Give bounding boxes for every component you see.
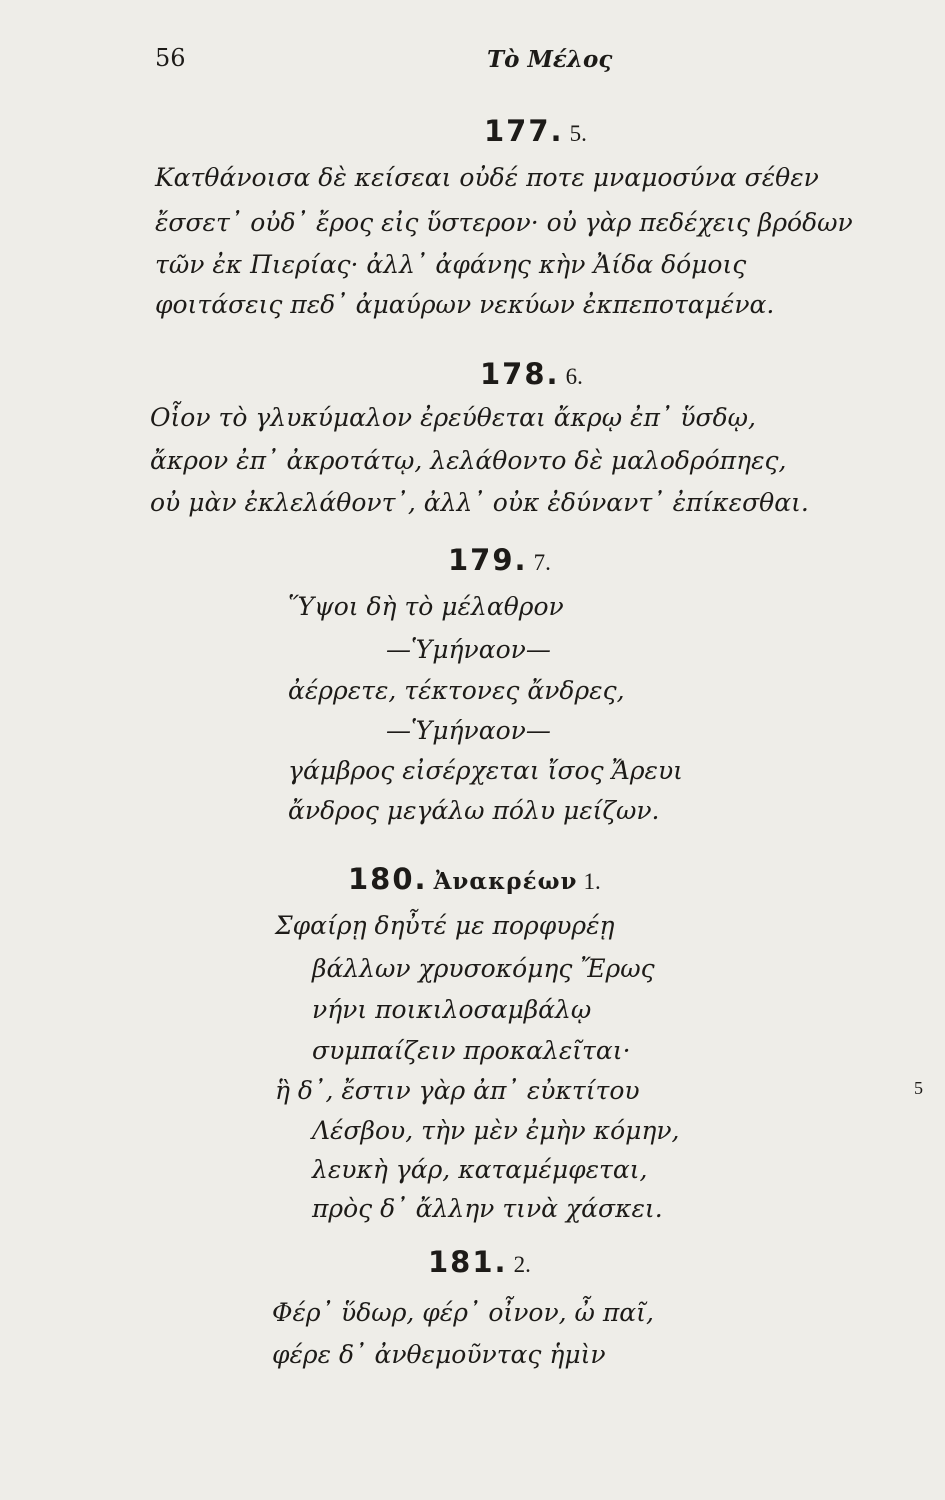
fragment-author: Ἀνακρέων (433, 868, 578, 895)
fragment-number: 180. (348, 862, 428, 896)
verse-line: ἄνδρος μεγάλω πόλυ μείζων. (288, 796, 660, 825)
verse-line: φέρε δ᾽ ἀνθεμοῦντας ἡμὶν (272, 1340, 606, 1369)
verse-line: Ὕψοι δὴ τὸ μέλαθρον (288, 592, 564, 621)
verse-line: πρὸς δ᾽ ἄλλην τινὰ χάσκει. (312, 1194, 663, 1223)
section-heading-181 (428, 1245, 531, 1279)
fragment-number: 181. (428, 1245, 508, 1279)
fragment-subnumber: 5. (569, 121, 587, 146)
verse-line: Σφαίρῃ δηὖτέ με πορφυρέῃ (275, 911, 615, 940)
verse-line: Οἷον τὸ γλυκύμαλον ἐρεύθεται ἄκρῳ ἐπ᾽ ὕσδῳ, (150, 403, 756, 432)
verse-line: συμπαίζειν προκαλεῖται· (312, 1036, 631, 1065)
verse-line: Κατθάνοισα δὲ κείσεαι οὐδέ ποτε μναμοσύνα σέθεν (155, 163, 819, 192)
verse-line: φοιτάσεις πεδ᾽ ἀμαύρων νεκύων ἐκπεποταμένα. (155, 290, 775, 319)
section-heading-178 (480, 357, 583, 391)
verse-line: Φέρ᾽ ὕδωρ, φέρ᾽ οἶνον, ὦ παῖ, (272, 1298, 654, 1327)
verse-line: Λέσβου, τὴν μὲν ἐμὴν κόμην, (312, 1116, 680, 1145)
margin-line-number: 5 (914, 1078, 923, 1098)
verse-line: —Ὑμήναον— (386, 635, 551, 664)
verse-line: βάλλων χρυσοκόμης Ἔρως (312, 954, 655, 983)
verse-line: ἔσσετ᾽ οὐδ᾽ ἔρος εἰς ὕστερον· οὐ γὰρ πεδέχεις βρόδων (155, 208, 853, 237)
fragment-number: 179. (448, 543, 528, 577)
verse-line: ἄκρον ἐπ᾽ ἀκροτάτῳ, λελάθοντο δὲ μαλοδρόπηες, (150, 446, 787, 475)
fragment-subnumber: 2. (513, 1252, 531, 1277)
verse-line: ἣ δ᾽, ἔστιν γὰρ ἀπ᾽ εὐκτίτου (275, 1076, 640, 1105)
fragment-subnumber: 6. (565, 364, 583, 389)
fragment-number: 177. (484, 114, 564, 148)
verse-line: νήνι ποικιλοσαμβάλῳ (312, 995, 592, 1024)
fragment-subnumber: 1. (583, 869, 601, 894)
verse-line: τῶν ἐκ Πιερίας· ἀλλ᾽ ἀφάνης κὴν Ἀίδα δόμοις (155, 250, 747, 279)
verse-line: οὐ μὰν ἐκλελάθοντ᾽, ἀλλ᾽ οὐκ ἐδύναντ᾽ ἐπίκεσθαι. (150, 488, 809, 517)
page-number: 56 (155, 44, 186, 72)
section-heading-179 (448, 543, 551, 577)
running-title: Τὸ Μέλος (487, 46, 613, 73)
section-heading-177 (484, 114, 587, 148)
verse-line: ἀέρρετε, τέκτονες ἄνδρες, (288, 676, 625, 705)
fragment-subnumber: 7. (533, 550, 551, 575)
fragment-number: 178. (480, 357, 560, 391)
verse-line: —Ὑμήναον— (386, 716, 551, 745)
verse-line: λευκὴ γάρ, καταμέμφεται, (312, 1155, 648, 1184)
section-heading-180 (348, 862, 601, 896)
verse-line: γάμβρος εἰσέρχεται ἴσος Ἄρευι (288, 756, 683, 785)
